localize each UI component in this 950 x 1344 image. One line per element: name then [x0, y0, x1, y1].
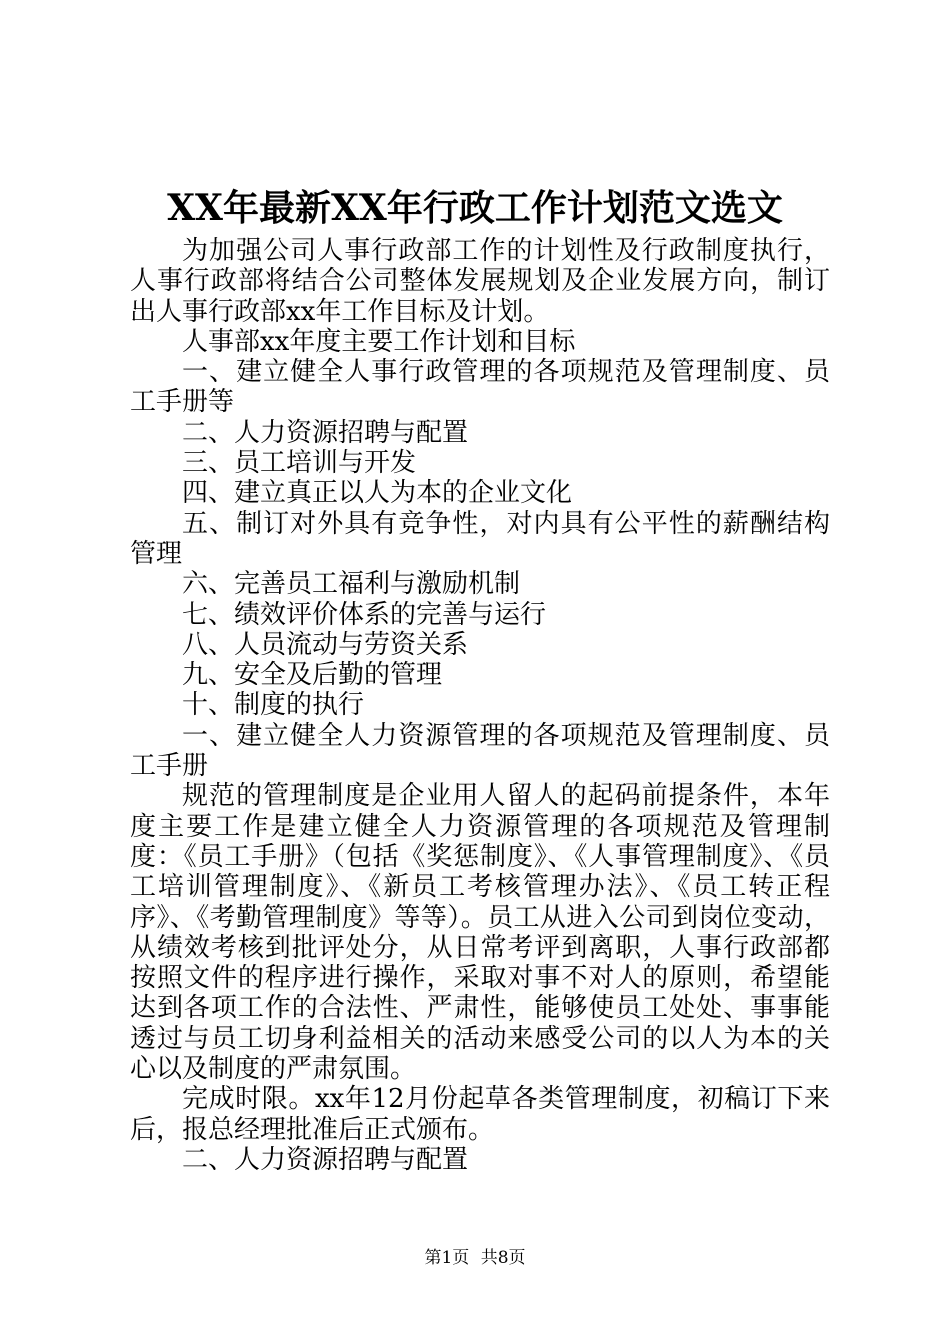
list-item-2: 二、人力资源招聘与配置: [182, 417, 469, 448]
list-item-7: 七、绩效评价体系的完善与运行: [182, 599, 547, 630]
page-total: 共8页: [480, 1248, 526, 1268]
section-heading-2: 二、人力资源招聘与配置: [182, 1144, 469, 1175]
list-item-3: 三、员工培训与开发: [182, 448, 417, 479]
paragraph-section-1-body: 规范的管理制度是企业用人留人的起码前提条件，本年度主要工作是建立健全人力资源管理的各项规范及管理制度：《员工手册》（包括《奖惩制度》、《人事管理制度》、《员工培训管理制度》、《新员工考核管理办法》、《员工转正程序》、《考勤管理制度》等等）。员工从进入公司到岗位变动，从绩效考核到批评处分，从日常考评到离职，人事行政部都按照文件的程序进行操作，采取对事不对人的原则，希望能达到各项工作的合法性、严肃性，能够使员工处处、事事能透过与员工切身利益相关的活动来感受公司的以人为本的关心以及制度的严肃氛围。: [130, 781, 830, 1085]
list-item-8: 八、人员流动与劳资关系: [182, 629, 469, 660]
list-item-9: 九、安全及后勤的管理: [182, 660, 443, 691]
document-body: [130, 236, 830, 1175]
list-item-10: 十、制度的执行: [182, 690, 365, 721]
document-title: XX年最新XX年行政工作计划范文选文: [167, 187, 783, 229]
list-item-5: 五、制订对外具有竞争性，对内具有公平性的薪酬结构管理: [130, 508, 830, 569]
paragraph-intro: 为加强公司人事行政部工作的计划性及行政制度执行，人事行政部将结合公司整体发展规划及企业发展方向，制订出人事行政部xx年工作目标及计划。: [130, 236, 830, 327]
section-heading-1: 一、建立健全人力资源管理的各项规范及管理制度、员工手册: [130, 720, 830, 782]
page-footer: [0, 1246, 950, 1270]
list-item-6: 六、完善员工福利与激励机制: [182, 569, 521, 600]
paragraph-deadline: 完成时限。xx年12月份起草各类管理制度，初稿订下来后，报总经理批准后正式颁布。: [130, 1084, 830, 1145]
list-item-1: 一、建立健全人事行政管理的各项规范及管理制度、员工手册等: [130, 357, 830, 418]
paragraph-heading-goals: 人事部xx年度主要工作计划和目标: [182, 326, 576, 357]
page-number: 第1页: [424, 1248, 470, 1268]
list-item-4: 四、建立真正以人为本的企业文化: [182, 478, 573, 509]
